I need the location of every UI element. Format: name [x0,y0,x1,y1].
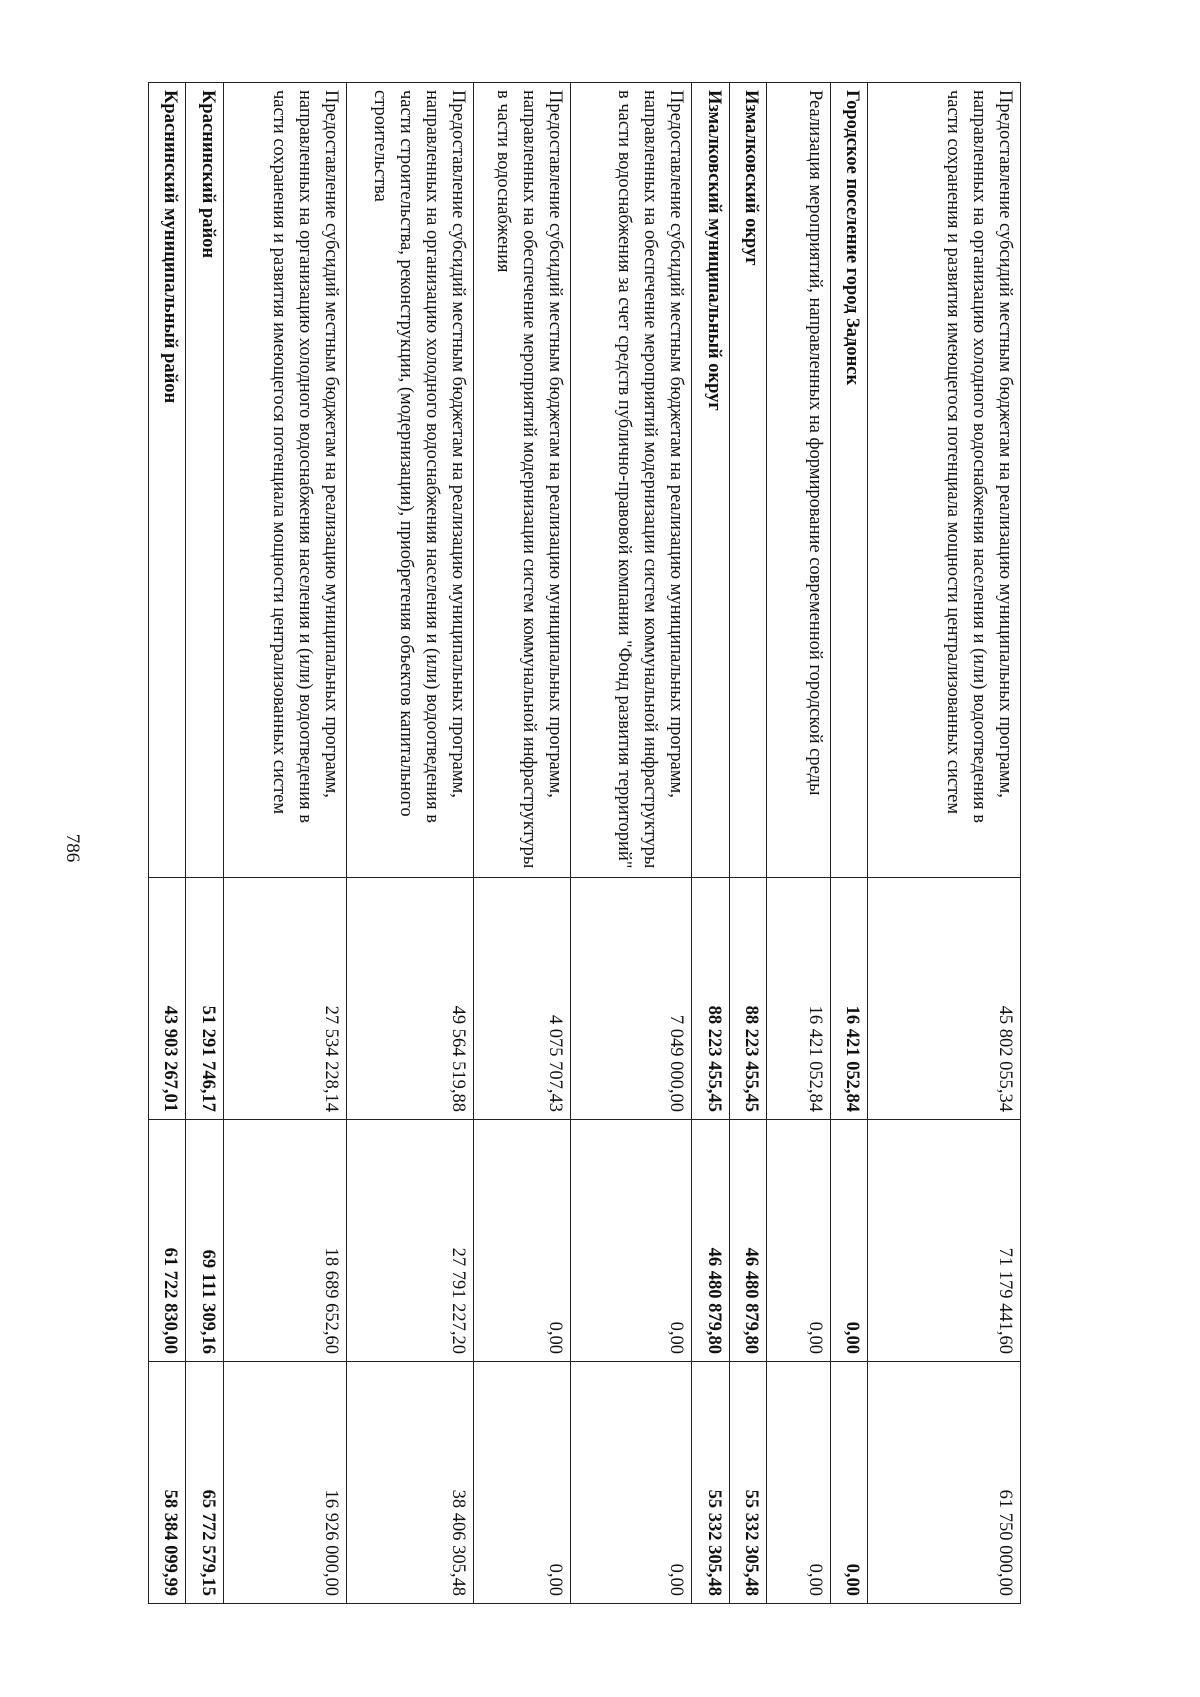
row-name-cell: Предоставление субсидий местным бюджетам на реализацию муниципальных программ, направленных на обеспечение мероприятий модернизации систем коммунальной инфраструктуры в части водоснабжения [474,83,571,878]
value-cell-col2: 0,00 [766,1120,830,1362]
value-cell-col1: 27 534 228,14 [223,878,347,1120]
table-row [692,83,729,1604]
row-name-cell: Городское поселение город Задонск [831,83,868,878]
row-name-cell: Измалковский муниципальный округ [692,83,729,878]
table-row [571,83,692,1604]
value-cell-col3: 0,00 [571,1362,692,1604]
value-cell-col2: 71 179 441,60 [868,1120,1021,1362]
value-cell-col3: 55 332 305,48 [692,1362,729,1604]
value-cell-col1: 16 421 052,84 [831,878,868,1120]
table-row [223,83,347,1604]
value-cell-col3: 38 406 305,48 [347,1362,474,1604]
budget-table [148,82,1021,1604]
rotated-table-container [148,82,1021,1604]
table-row [831,83,868,1604]
value-cell-col1: 45 802 055,34 [868,878,1021,1120]
table-row [347,83,474,1604]
value-cell-col3: 61 750 000,00 [868,1362,1021,1604]
value-cell-col3: 55 332 305,48 [729,1362,766,1604]
value-cell-col3: 0,00 [474,1362,571,1604]
table-row [474,83,571,1604]
table-row [186,83,223,1604]
value-cell-col1: 4 075 707,43 [474,878,571,1120]
row-name-cell: Предоставление субсидий местным бюджетам на реализацию муниципальных программ, направленных на обеспечение мероприятий модернизации систем коммунальной инфраструктуры в части водоснабжения за счет средств публично-правовой компании "Фонд развития территорий" [571,83,692,878]
table-row [766,83,830,1604]
page-number: 786 [62,833,83,863]
value-cell-col3: 0,00 [831,1362,868,1604]
value-cell-col2: 18 689 652,60 [223,1120,347,1362]
value-cell-col3: 65 772 579,15 [186,1362,223,1604]
value-cell-col1: 88 223 455,45 [729,878,766,1120]
value-cell-col2: 61 722 830,00 [149,1120,186,1362]
row-name-cell: Измалковский округ [729,83,766,878]
value-cell-col2: 46 480 879,80 [729,1120,766,1362]
row-name-cell: Предоставление субсидий местным бюджетам на реализацию муниципальных программ, направленных на организацию холодного водоснабжения населения и (или) водоотведения в части строительства, реконструкции, (модернизации), приобретения объектов капитального строительства [347,83,474,878]
value-cell-col2: 27 791 227,20 [347,1120,474,1362]
value-cell-col1: 49 564 519,88 [347,878,474,1120]
value-cell-col1: 88 223 455,45 [692,878,729,1120]
value-cell-col2: 0,00 [831,1120,868,1362]
value-cell-col2: 0,00 [571,1120,692,1362]
value-cell-col1: 43 903 267,01 [149,878,186,1120]
table-row [729,83,766,1604]
value-cell-col1: 7 049 000,00 [571,878,692,1120]
row-name-cell: Предоставление субсидий местным бюджетам на реализацию муниципальных программ, направленных на организацию холодного водоснабжения населения и (или) водоотведения в части сохранения и развития имеющегося потенциала мощности централизованных систем [223,83,347,878]
value-cell-col3: 58 384 099,99 [149,1362,186,1604]
row-name-cell: Краснинский муниципальный район [149,83,186,878]
value-cell-col2: 0,00 [474,1120,571,1362]
row-name-cell: Краснинский район [186,83,223,878]
value-cell-col2: 46 480 879,80 [692,1120,729,1362]
row-name-cell: Предоставление субсидий местным бюджетам на реализацию муниципальных программ, направленных на организацию холодного водоснабжения населения и (или) водоотведения в части сохранения и развития имеющегося потенциала мощности централизованных систем [868,83,1021,878]
value-cell-col2: 69 111 309,16 [186,1120,223,1362]
row-name-cell: Реализация мероприятий, направленных на формирование современной городской среды [766,83,830,878]
value-cell-col3: 16 926 000,00 [223,1362,347,1604]
value-cell-col1: 16 421 052,84 [766,878,830,1120]
table-row [868,83,1021,1604]
value-cell-col3: 0,00 [766,1362,830,1604]
table-row [149,83,186,1604]
value-cell-col1: 51 291 746,17 [186,878,223,1120]
